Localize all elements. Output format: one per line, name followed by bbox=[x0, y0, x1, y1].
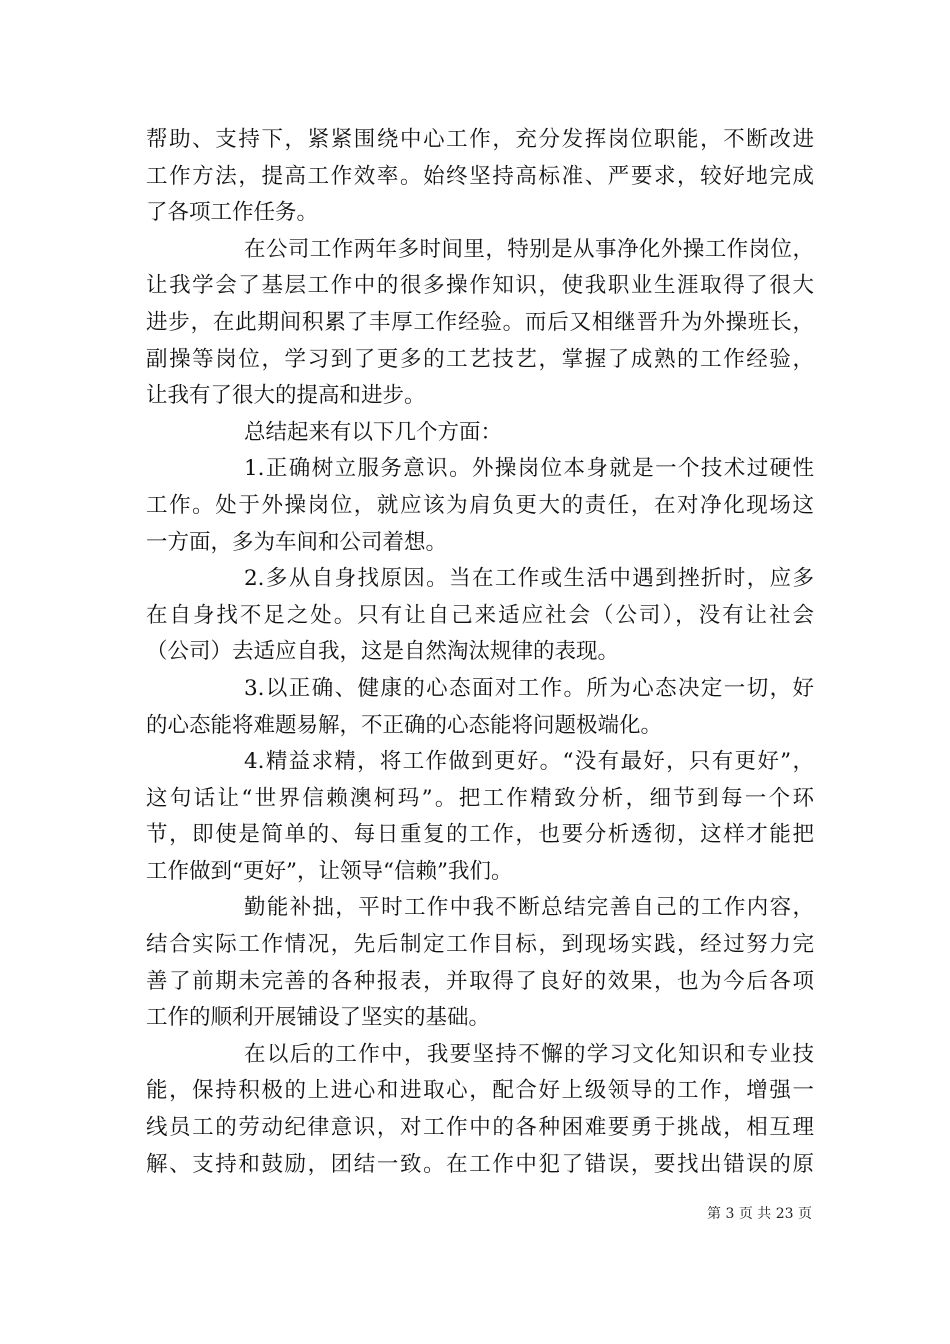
text-line: 让我学会了基层工作中的很多操作知识，使我职业生涯取得了很大 bbox=[146, 273, 814, 299]
text-line: 在自身找不足之处。只有让自己来适应社会（公司），没有让社会 bbox=[146, 602, 814, 628]
text-line: 4.精益求精，将工作做到更好。“没有最好，只有更好”， bbox=[244, 749, 814, 775]
text-line: 副操等岗位，学习到了更多的工艺技艺，掌握了成熟的工作经验， bbox=[146, 346, 814, 372]
text-line: 3.以正确、健康的心态面对工作。所为心态决定一切，好 bbox=[244, 675, 814, 701]
text-line: 工作方法，提高工作效率。始终坚持高标准、严要求，较好地完成 bbox=[146, 163, 814, 189]
text-line: （公司）去适应自我，这是自然淘汰规律的表现。 bbox=[146, 639, 620, 665]
text-line: 节，即使是简单的、每日重复的工作，也要分析透彻，这样才能把 bbox=[146, 822, 814, 848]
text-line: 这句话让“世界信赖澳柯玛”。把工作精致分析，细节到每一个环 bbox=[146, 785, 814, 811]
page-number-footer: 第 3 页 共 23 页 bbox=[707, 1206, 812, 1222]
text-line: 一方面，多为车间和公司着想。 bbox=[146, 529, 448, 555]
document-body bbox=[146, 122, 814, 1183]
text-line: 解、支持和鼓励，团结一致。在工作中犯了错误，要找出错误的原 bbox=[146, 1151, 814, 1177]
text-line: 善了前期未完善的各种报表，并取得了良好的效果，也为今后各项 bbox=[146, 968, 814, 994]
text-line: 能，保持积极的上进心和进取心，配合好上级领导的工作，增强一 bbox=[146, 1078, 814, 1104]
text-line: 总结起来有以下几个方面： bbox=[244, 419, 503, 445]
text-line: 在以后的工作中，我要坚持不懈的学习文化知识和专业技 bbox=[244, 1041, 814, 1067]
text-line: 勤能补拙，平时工作中我不断总结完善自己的工作内容， bbox=[244, 895, 814, 921]
text-line: 的心态能将难题易解，不正确的心态能将问题极端化。 bbox=[146, 712, 663, 738]
text-line: 结合实际工作情况，先后制定工作目标，到现场实践，经过努力完 bbox=[146, 932, 814, 958]
text-line: 1.正确树立服务意识。外操岗位本身就是一个技术过硬性 bbox=[244, 456, 814, 482]
text-line: 在公司工作两年多时间里，特别是从事净化外操工作岗位， bbox=[244, 236, 814, 262]
text-line: 让我有了很大的提高和进步。 bbox=[146, 383, 426, 409]
text-line: 工作。处于外操岗位，就应该为肩负更大的责任，在对净化现场这 bbox=[146, 492, 814, 518]
text-line: 帮助、支持下，紧紧围绕中心工作，充分发挥岗位职能，不断改进 bbox=[146, 127, 814, 152]
text-line: 工作的顺利开展铺设了坚实的基础。 bbox=[146, 1005, 491, 1031]
text-line: 了各项工作任务。 bbox=[146, 200, 319, 226]
text-line: 2.多从自身找原因。当在工作或生活中遇到挫折时，应多 bbox=[244, 566, 814, 592]
text-line: 工作做到“更好”，让领导“信赖”我们。 bbox=[146, 858, 513, 884]
text-line: 进步，在此期间积累了丰厚工作经验。而后又相继晋升为外操班长， bbox=[146, 309, 814, 335]
text-line: 线员工的劳动纪律意识，对工作中的各种困难要勇于挑战，相互理 bbox=[146, 1115, 814, 1141]
